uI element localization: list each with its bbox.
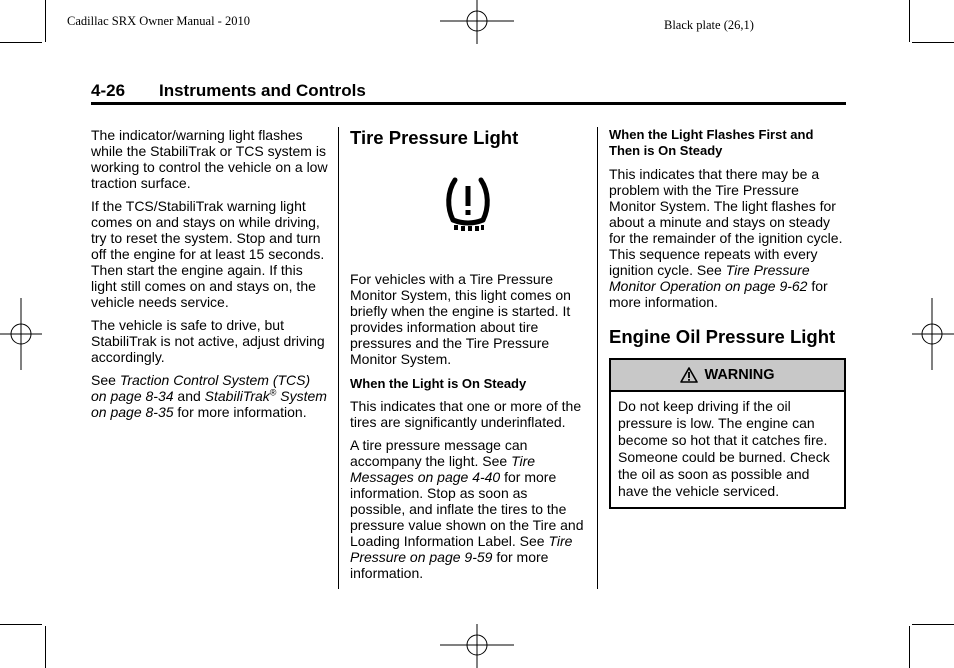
- registration-mark-icon: [912, 298, 954, 370]
- paragraph: [350, 437, 586, 581]
- plate-label: Black plate (26,1): [664, 18, 754, 32]
- crop-mark: [0, 42, 42, 43]
- crop-mark: [912, 624, 954, 625]
- cross-reference-link[interactable]: Traction Control System (TCS) on page 8-34: [91, 372, 311, 404]
- header-rule: [91, 102, 846, 105]
- paragraph: If the TCS/StabiliTrak warning light comes on and stays on while driving, try to reset the system. Stop and turn off the engine for at least 15 seconds. Then start the engine again. If this light still comes on and stays on, the vehicle needs service.: [91, 198, 325, 310]
- cross-reference-link[interactable]: System on page 8-35: [91, 388, 327, 420]
- crop-mark: [45, 626, 46, 668]
- paragraph: [609, 166, 845, 310]
- column-1: [91, 127, 329, 427]
- crop-mark: [912, 42, 954, 43]
- paragraph: [91, 372, 329, 420]
- warning-label: WARNING: [704, 367, 775, 383]
- crop-mark: [909, 0, 910, 42]
- text: See: [91, 372, 120, 388]
- page-header: [91, 81, 366, 101]
- column-divider: [338, 127, 339, 589]
- text: A tire pressure message can accompany the light. See: [350, 437, 528, 469]
- text: for more information. Stop as soon as possible, and inflate the tires to the pressure value shown on the Tire and Loading Information Label. See: [350, 469, 584, 549]
- cross-reference-link[interactable]: Tire Pressure on page 9-59: [350, 533, 573, 565]
- text: This indicates that there may be a problem with the Tire Pressure Monitor System. The light flashes for about a minute and stays on steady for the remainder of the ignition cycle. This sequence repeats with every ignition cycle. See: [609, 166, 843, 278]
- page-number: 4-26: [91, 81, 126, 100]
- section-title: Instruments and Controls: [159, 81, 366, 100]
- text: for more information.: [173, 404, 307, 420]
- registered-mark: ®: [269, 387, 277, 398]
- section-heading: Tire Pressure Light: [350, 127, 519, 148]
- manual-title: Cadillac SRX Owner Manual - 2010: [67, 14, 250, 28]
- text: for more information.: [609, 278, 828, 310]
- tire-pressure-warning-icon: [443, 172, 493, 232]
- column-3: [609, 127, 845, 509]
- column-2: [350, 127, 586, 588]
- registration-mark-icon: [440, 0, 514, 44]
- registration-mark-icon: [440, 624, 514, 668]
- column-divider: [597, 127, 598, 589]
- warning-text: Do not keep driving if the oil pressure is low. The engine can become so hot that it catches fire. Someone could be burned. Check the oil as soon as possible and have the vehicle serviced.: [618, 398, 830, 499]
- icon-container: [350, 167, 586, 237]
- cross-reference-link[interactable]: StabiliTrak: [204, 388, 270, 404]
- subheading: When the Light Flashes First and Then is On Steady: [609, 127, 814, 158]
- paragraph: For vehicles with a Tire Pressure Monitor System, this light comes on briefly when the engine is started. It provides information about tire pressures and the Tire Pressure Monitor System.: [350, 271, 571, 367]
- section-heading: Engine Oil Pressure Light: [609, 326, 836, 347]
- crop-mark: [909, 626, 910, 668]
- registration-mark-icon: [0, 298, 42, 370]
- warning-triangle-icon: [680, 367, 698, 383]
- warning-box: [609, 358, 846, 509]
- subheading: When the Light is On Steady: [350, 376, 527, 391]
- text: for more information.: [350, 549, 549, 581]
- crop-mark: [0, 624, 42, 625]
- cross-reference-link[interactable]: Tire Pressure Monitor Operation on page 9-62: [609, 262, 810, 294]
- paragraph: This indicates that one or more of the tires are significantly underinflated.: [350, 398, 582, 430]
- text: and: [173, 388, 205, 404]
- warning-header: [611, 360, 844, 392]
- crop-mark: [45, 0, 46, 42]
- cross-reference-link[interactable]: Tire Messages on page 4-40: [350, 453, 536, 485]
- paragraph: The vehicle is safe to drive, but StabiliTrak is not active, adjust driving accordingly.: [91, 317, 325, 365]
- paragraph: The indicator/warning light flashes while the StabiliTrak or TCS system is working to control the vehicle on a low traction surface.: [91, 127, 328, 191]
